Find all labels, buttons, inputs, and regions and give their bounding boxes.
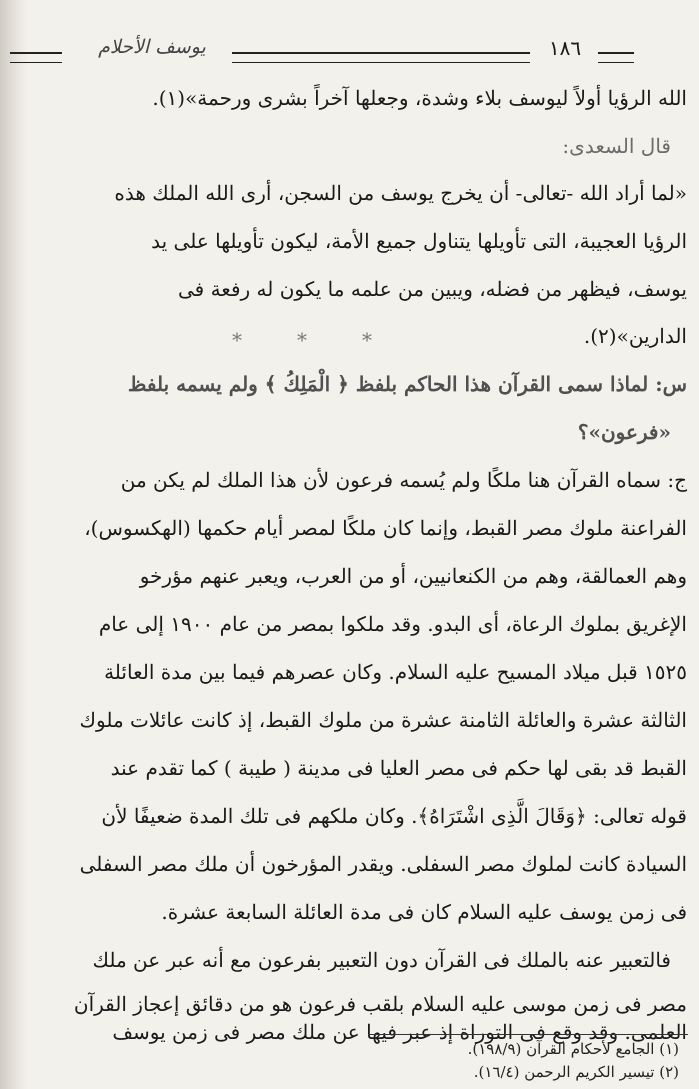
- footnote: (١) الجامع لأحكام القرآن (١٩٨/٩).: [467, 1040, 679, 1058]
- page-number: ١٨٦: [548, 36, 582, 60]
- header-rule-right: [598, 52, 634, 63]
- header-rule-middle: [232, 52, 530, 63]
- text-line: الثالثة عشرة والعائلة الثامنة عشرة من ملوك القبط، إذ كانت عائلات ملوك: [79, 708, 687, 732]
- text-line: فالتعبير عنه بالملك فى القرآن دون التعبير بفرعون مع أنه عبر عن ملك: [92, 948, 671, 972]
- text-line: ١٥٢٥ قبل ميلاد المسيح عليه السلام. وكان عصرهم فيما بين مدة العائلة: [104, 660, 687, 684]
- question-heading: س: لماذا سمى القرآن هذا الحاكم بلفظ ﴿ الْمَلِكُ ﴾ ولم يسمه بلفظ: [127, 372, 687, 396]
- text-line: الله الرؤيا أولاً ليوسف بلاء وشدة، وجعلها آخراً بشرى ورحمة»(١).: [152, 86, 687, 110]
- answer-line: ج: سماه القرآن هنا ملكًا ولم يُسمه فرعون لأن هذا الملك لم يكن من: [120, 468, 687, 492]
- text-line: قوله تعالى: ﴿وَقَالَ الَّذِى اشْتَرَاهُ﴾. وكان ملكهم فى تلك المدة ضعيفًا لأن: [101, 804, 687, 828]
- footnote-rule: [368, 1034, 688, 1035]
- separator-star: *: [297, 328, 307, 352]
- text-line: الدارين»(٢).: [583, 324, 687, 348]
- text-line: فى زمن يوسف عليه السلام كان فى مدة العائلة السابعة عشرة.: [161, 900, 687, 924]
- text-line: الفراعنة ملوك مصر القبط، وإنما كان ملكًا لمصر أيام حكمها (الهكسوس)،: [84, 516, 687, 540]
- question-heading-cont: «فرعون»؟: [577, 420, 671, 444]
- separator-star: *: [232, 328, 242, 352]
- text-line: الإغريق بملوك الرعاة، أى البدو. وقد ملكوا بمصر من عام ١٩٠٠ إلى عام: [98, 612, 687, 636]
- running-header-title: يوسف الأحلام: [98, 36, 206, 58]
- text-line: القبط قد بقى لها حكم فى مصر العليا فى مدينة ( طيبة ) كما تقدم عند: [110, 756, 687, 780]
- text-line: يوسف، فيظهر من فضله، ويبين من علمه ما يكون له رفعة فى: [177, 277, 687, 301]
- quote-attribution: قال السعدى:: [562, 134, 671, 158]
- footnote: (٢) تيسير الكريم الرحمن (١٦/٤).: [473, 1063, 679, 1081]
- text-line: «لما أراد الله -تعالى- أن يخرج يوسف من السجن، أرى الله الملك هذه: [114, 181, 687, 205]
- text-line: مصر فى زمن موسى عليه السلام بلقب فرعون هو من دقائق إعجاز القرآن: [73, 992, 687, 1016]
- text-line: السيادة كانت لملوك مصر السفلى. ويقدر المؤرخون أن ملك مصر السفلى: [79, 852, 687, 876]
- text-line: وهم العمالقة، وهم من الكنعانيين، أو من العرب، ويعبر عنهم مؤرخو: [139, 564, 687, 588]
- text-line: الرؤيا العجيبة، التى تأويلها يتناول جميع الأمة، ليكون تأويلها على يد: [151, 229, 687, 253]
- separator-star: *: [362, 328, 372, 352]
- text-line: العلمى. وقد وقع فى التوراة إذ عبر فيها عن ملك مصر فى زمن يوسف: [112, 1020, 687, 1044]
- page-binding-edge: [0, 0, 28, 1089]
- header-rule-left: [10, 52, 62, 63]
- section-separator: [232, 328, 372, 352]
